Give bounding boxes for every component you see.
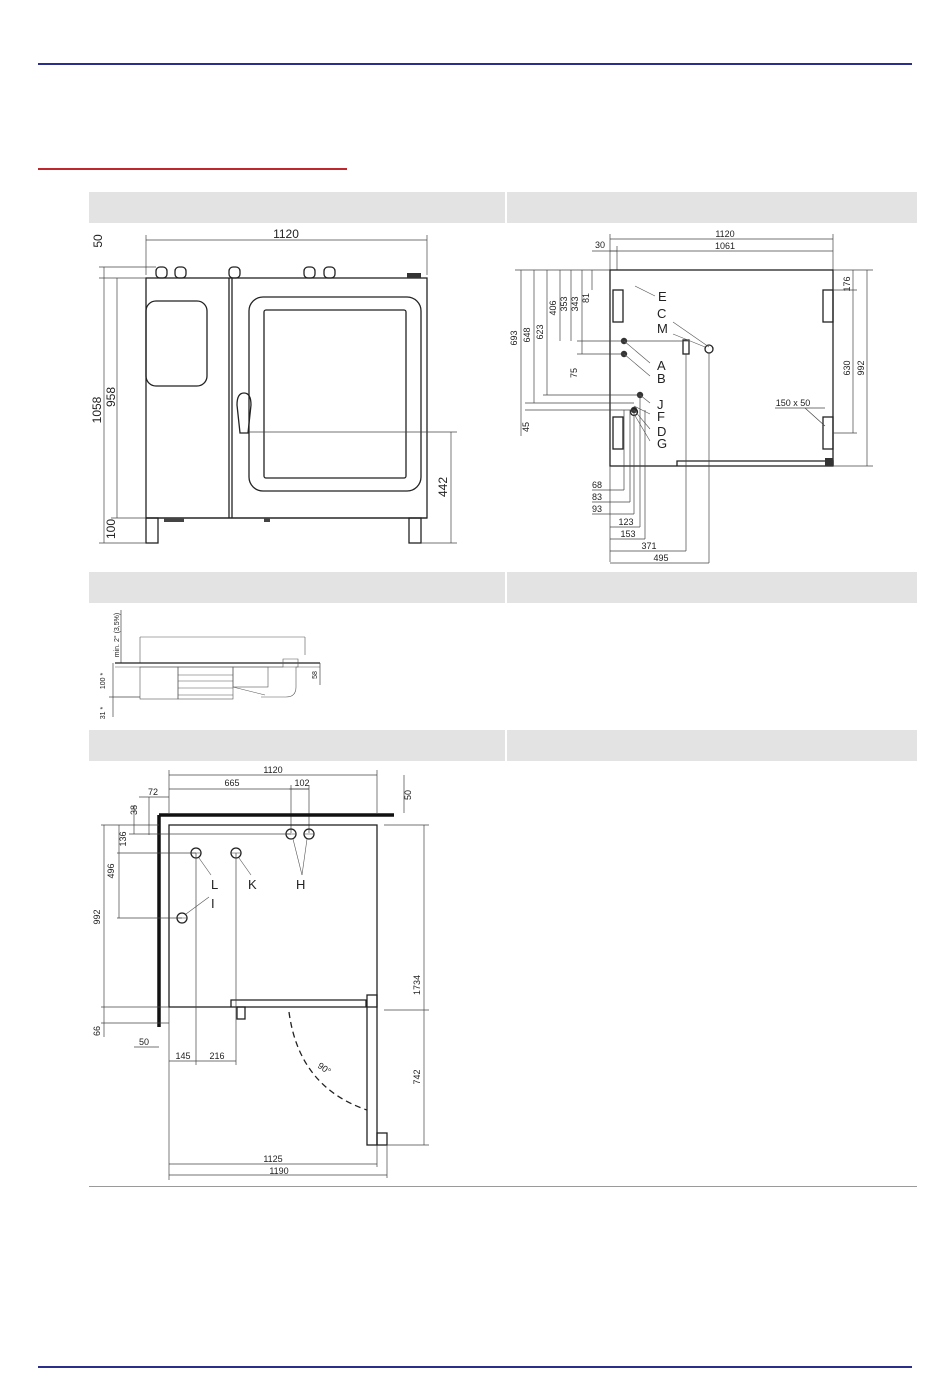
dim-drain-h58: 58: [312, 671, 319, 679]
footer-rule: [38, 1366, 912, 1368]
dim-conn-h693: 693: [509, 330, 519, 346]
header-rule: [38, 63, 912, 65]
label-J: J: [657, 397, 664, 412]
section-band-3: [89, 730, 917, 761]
label-L: L: [211, 877, 219, 892]
plan-view-drawing: [89, 765, 439, 1180]
label-G: G: [657, 436, 668, 451]
dim-conn-b68: 68: [591, 480, 603, 490]
dim-conn-width: 1120: [715, 229, 735, 239]
label-M: M: [657, 321, 668, 336]
dim-conn-h623: 623: [535, 324, 545, 340]
dim-plan-h742: 742: [412, 1069, 422, 1085]
dim-plan-width: 1120: [263, 765, 283, 775]
dim-conn-h992: 992: [856, 360, 866, 376]
dim-plan-h38: 38: [129, 804, 139, 816]
dim-front-feet: 100: [104, 518, 118, 540]
dim-conn-h81: 81: [581, 292, 591, 304]
dim-plan-w72: 72: [147, 787, 159, 797]
dim-plan-h1734: 1734: [412, 974, 422, 996]
dim-drain-h31: 31 *: [100, 706, 107, 720]
dim-front-total-height: 1058: [90, 396, 104, 424]
label-D: D: [657, 424, 667, 439]
dim-plan-h66: 66: [92, 1025, 102, 1037]
dim-conn-b495: 495: [653, 553, 669, 563]
dim-conn-h648: 648: [522, 327, 532, 343]
dim-drain-slope: min. 2° (3,5%): [114, 612, 121, 658]
dim-conn-b123: 123: [618, 517, 634, 527]
drain-detail-drawing: [95, 605, 335, 725]
label-F: F: [657, 409, 665, 424]
dim-front-body-height: 958: [104, 386, 118, 408]
dim-conn-foot-size: 150 x 50: [775, 398, 811, 408]
label-E: E: [658, 289, 667, 304]
dim-plan-w145: 145: [175, 1051, 191, 1061]
dim-front-top: 50: [91, 234, 105, 248]
section-title-underline: [38, 168, 347, 170]
label-H: H: [296, 877, 306, 892]
dim-conn-b83: 83: [591, 492, 603, 502]
dim-plan-h136: 136: [118, 831, 128, 847]
dim-conn-h630: 630: [842, 360, 852, 376]
front-view-drawing: [89, 225, 469, 555]
dim-plan-w1190: 1190: [269, 1166, 289, 1176]
dim-plan-w1125: 1125: [263, 1154, 283, 1164]
dim-conn-h45: 45: [521, 421, 531, 433]
dim-plan-w665: 665: [224, 778, 240, 788]
label-B: B: [657, 371, 666, 386]
dim-plan-top50: 50: [403, 789, 413, 801]
label-A: A: [657, 358, 666, 373]
dim-conn-left-offset: 30: [594, 240, 606, 250]
dim-conn-h176: 176: [842, 276, 852, 292]
dim-conn-b371: 371: [641, 541, 657, 551]
section-band-2: [89, 572, 917, 603]
dim-front-handle-height: 442: [436, 476, 450, 498]
connection-view-drawing: [505, 226, 905, 566]
label-K: K: [248, 877, 257, 892]
dim-conn-b153: 153: [620, 529, 636, 539]
label-I: I: [211, 896, 215, 911]
label-C: C: [657, 306, 667, 321]
dim-conn-h343: 343: [570, 296, 580, 312]
dim-conn-h353: 353: [559, 296, 569, 312]
dim-plan-w216: 216: [209, 1051, 225, 1061]
content-end-rule: [89, 1186, 917, 1187]
dim-drain-h100: 100 *: [100, 672, 107, 690]
dim-conn-h75: 75: [569, 367, 579, 379]
dim-conn-b93: 93: [591, 504, 603, 514]
dim-conn-h406: 406: [548, 300, 558, 316]
dim-plan-angle: 90°: [315, 1060, 333, 1077]
dim-plan-h496: 496: [106, 863, 116, 879]
dim-plan-h992: 992: [92, 909, 102, 925]
dim-plan-w102: 102: [294, 778, 310, 788]
dim-conn-width-inner: 1061: [714, 241, 736, 251]
dim-front-width: 1120: [273, 227, 299, 241]
section-band-1: [89, 192, 917, 223]
dim-plan-w50: 50: [138, 1037, 150, 1047]
